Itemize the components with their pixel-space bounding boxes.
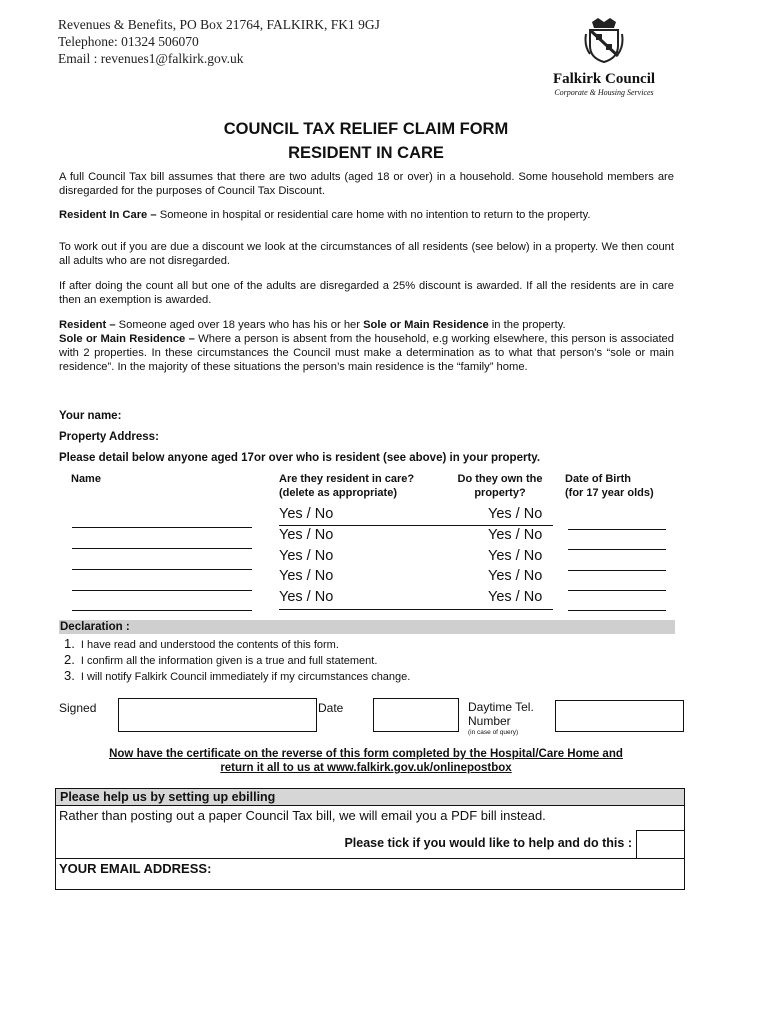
name-input-line[interactable] [72,569,252,570]
ebilling-text: Rather than posting out a paper Council Tax bill, we will email you a PDF bill instead. [59,808,546,823]
header-line: (delete as appropriate) [279,487,397,499]
return-instructions [0,747,732,775]
declaration-item [64,636,339,651]
intro-paragraph: A full Council Tax bill assumes that there are two adults (aged 18 or over) in a household. Some household members are disregarded for the purposes of Council Tax Discount. [59,171,674,197]
title-line-1: COUNCIL TAX RELIEF CLAIM FORM [223,120,509,138]
header-line: property? [474,487,526,499]
owns-toggle[interactable]: Yes / No [488,548,543,564]
owns-toggle[interactable]: Yes / No [488,506,543,522]
definition-term: Resident In Care – [59,209,157,221]
email-label: YOUR EMAIL ADDRESS: [59,861,212,876]
definition-text: Someone in hospital or residential care home with no intention to return to the property. [156,209,591,221]
date-label: Date [318,701,344,715]
owns-toggle[interactable]: Yes / No [488,589,543,605]
item-text: I will notify Falkirk Council immediately if my circumstances change. [80,671,411,683]
tel-label-line: Daytime Tel. [468,700,534,714]
crest-icon [584,16,624,64]
dob-input-line[interactable] [568,549,666,550]
note-line: return it all to us at www.falkirk.gov.uk/onlinepostbox [220,762,512,774]
tick-box[interactable] [636,830,684,859]
telephone-box[interactable] [555,700,684,732]
ebilling-body [56,806,684,859]
dob-input-line[interactable] [568,529,666,530]
discount-paragraph: To work out if you are due a discount we look at the circumstances of all residents (see below) in a property. We then count all adults who are not disregarded. [59,241,674,267]
title-line-2: RESIDENT IN CARE [288,144,444,162]
name-input-line[interactable] [72,548,252,549]
header-line: Date of Birth [565,473,631,485]
name-input-line[interactable] [72,590,252,591]
definition-term: Resident – [59,319,116,331]
definition-text: Someone aged over 18 years who has his or her [115,319,364,331]
telephone-label [468,700,534,737]
in-care-toggle[interactable]: Yes / No [279,527,334,543]
dob-input-line[interactable] [568,590,666,591]
item-number: 1. [64,636,75,651]
row-line [279,609,553,610]
address-line: Revenues & Benefits, PO Box 21764, FALKIRK, FK1 9GJ [58,17,380,32]
dob-input-line[interactable] [568,610,666,611]
in-care-toggle[interactable]: Yes / No [279,548,334,564]
header-line: Do they own the [457,473,543,485]
email-line: Email : revenues1@falkirk.gov.uk [58,51,244,66]
exemption-paragraph: If after doing the count all but one of the adults are disregarded a 25% discount is awarded. If all the residents are in care then an exemption is awarded. [59,280,674,306]
owns-toggle[interactable]: Yes / No [488,568,543,584]
property-address-label: Property Address: [59,431,159,443]
item-number: 3. [64,668,75,683]
tel-label-line: Number [468,714,511,728]
date-box[interactable] [373,698,459,732]
note-line: Now have the certificate on the reverse of this form completed by the Hospital/Care Home and [109,748,623,760]
definition-term: Sole or Main Residence – [59,333,195,345]
telephone-line: Telephone: 01324 506070 [58,34,199,49]
definition-text: Where a person is absent from the household, e.g working elsewhere, this person is associated with 2 properties. In these circumstances the Council must make a determination as to what that person’s “sole or main residence”. In the majority of these situations the person’s main residence is the “family” home. [59,333,674,373]
tick-instruction: Please tick if you would like to help and do this : [344,836,632,850]
ebilling-section [55,788,685,890]
form-title [0,117,732,165]
logo-subtitle: Corporate & Housing Services [554,88,654,97]
council-logo [544,16,664,97]
declaration-item [64,668,410,683]
declaration-heading: Declaration : [59,620,675,634]
column-header-in-care [279,472,414,500]
resident-in-care-definition [59,208,674,222]
tel-note: (in case of query) [468,729,519,736]
dob-input-line[interactable] [568,570,666,571]
in-care-toggle[interactable]: Yes / No [279,568,334,584]
sole-residence-definition [59,332,674,374]
definition-text: in the property. [488,319,566,331]
item-text: I have read and understood the contents of this form. [80,639,339,651]
signed-label: Signed [59,701,97,715]
name-input-line[interactable] [72,527,252,528]
in-care-toggle[interactable]: Yes / No [279,506,334,522]
column-header-owns [449,472,551,500]
header-line: (for 17 year olds) [565,487,654,499]
address-block [58,16,380,67]
signature-box[interactable] [118,698,317,732]
item-number: 2. [64,652,75,667]
logo-name: Falkirk Council [552,71,656,87]
in-care-toggle[interactable]: Yes / No [279,589,334,605]
column-header-name: Name [71,473,101,485]
resident-definition [59,318,674,332]
your-name-label: Your name: [59,410,122,422]
ebilling-heading: Please help us by setting up ebilling [56,789,684,806]
name-input-line[interactable] [72,610,252,611]
item-text: I confirm all the information given is a true and full statement. [80,655,378,667]
header-line: Are they resident in care? [279,473,415,485]
declaration-item [64,652,377,667]
email-row[interactable] [56,859,684,889]
row-line [279,525,553,526]
definition-term: Sole or Main Residence [363,319,489,331]
owns-toggle[interactable]: Yes / No [488,527,543,543]
residents-instruction: Please detail below anyone aged 17or over who is resident (see above) in your property. [59,452,541,464]
column-header-dob [565,472,654,500]
